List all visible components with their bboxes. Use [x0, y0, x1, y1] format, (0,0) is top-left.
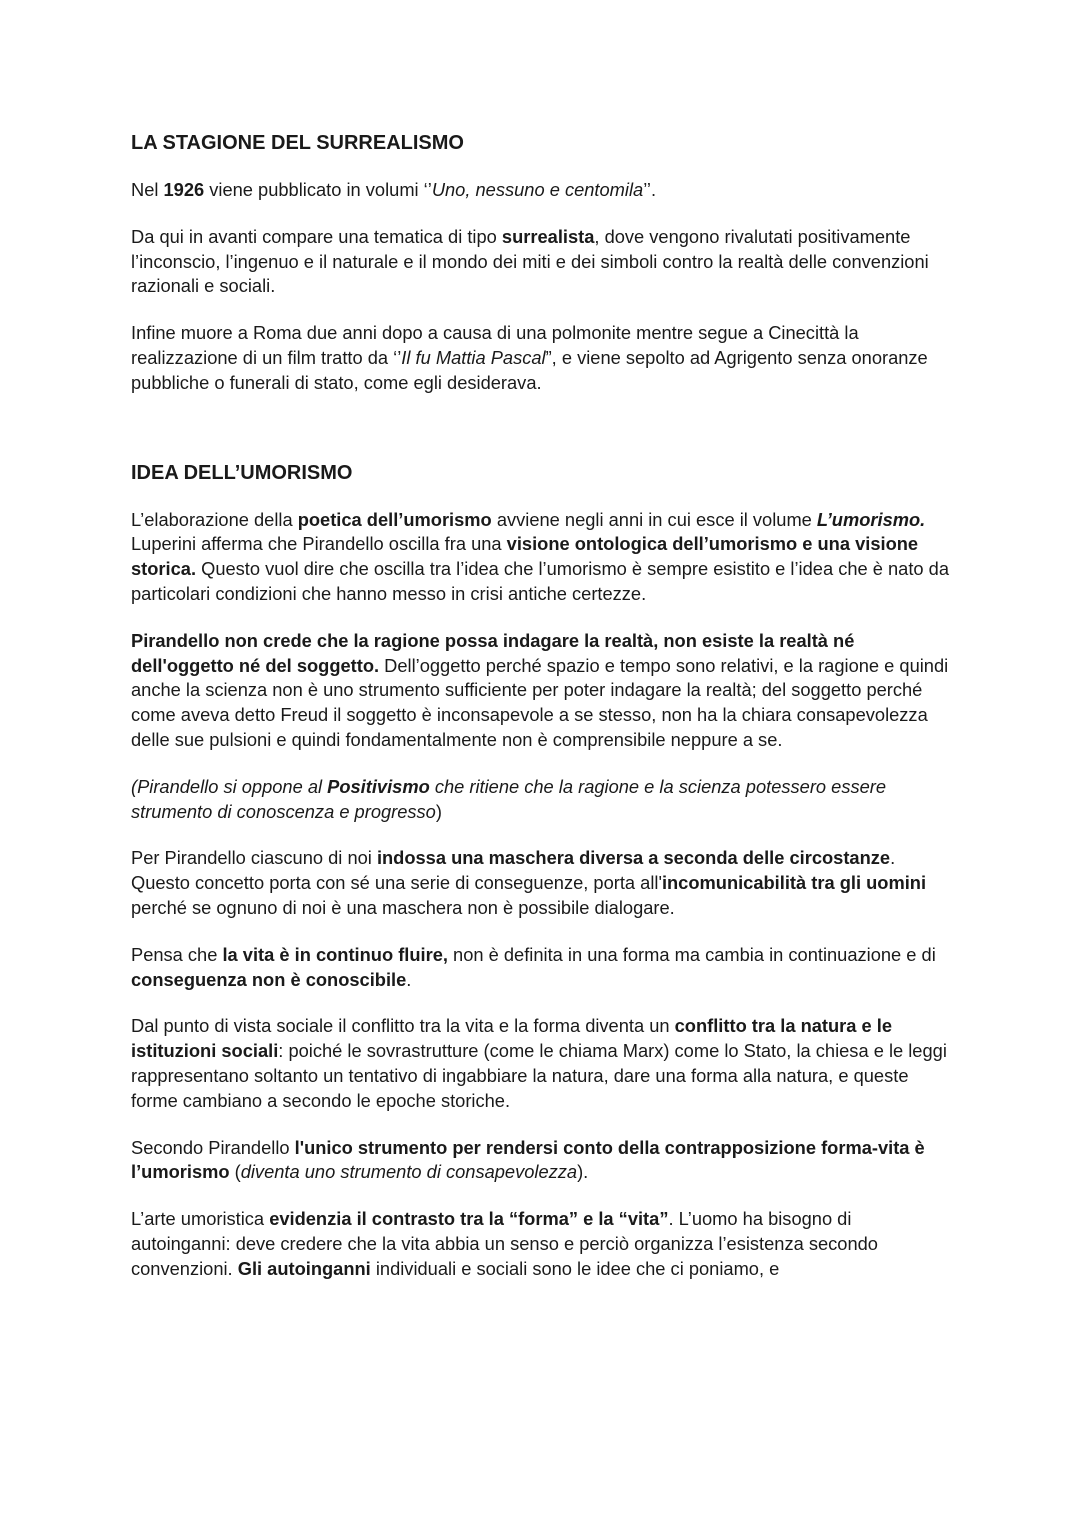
italic-work-title: Uno, nessuno e centomila	[431, 179, 644, 200]
paragraph-positivismo: (Pirandello si oppone al Positivismo che ritiene che la ragione e la scienza potessero essere strumento di conoscenza e progresso)	[131, 775, 887, 822]
document-page	[131, 130, 953, 1304]
paragraph-morte: Infine muore a Roma due anni dopo a causa di una polmonite mentre segue a Cinecittà la realizzazione di un film tratto da ‘’Il fu Mattia Pascal”, e viene sepolto ad Agrigento senza onoranze pubbliche o funerali di stato, come egli desiderava.	[131, 322, 928, 393]
paragraph-surrealista: Da qui in avanti compare una tematica di tipo surrealista, dove vengono rivalutati positivamente l’inconscio, l’ingenuo e il naturale e il mondo dei miti e dei simboli contro la realtà delle convenzioni razionali e sociali.	[131, 225, 929, 297]
paragraph-poetica: L’elaborazione della poetica dell’umorismo avviene negli anni in cui esce il volume L’umorismo. Luperini afferma che Pirandello oscilla fra una visione ontologica dell’umorismo e una visione storica. Questo vuol dire che oscilla tra l’idea che l’umorismo è sempre esistito e l’idea che è nato da particolari condizioni che hanno messo in crisi antiche certezze.	[131, 508, 949, 604]
section-title-umorismo: IDEA DELL’UMORISMO	[131, 461, 353, 484]
section-umorismo	[131, 460, 953, 1282]
paragraph-ragione: Pirandello non crede che la ragione possa indagare la realtà, non esiste la realtà né dell'oggetto né del soggetto. Dell’oggetto perché spazio e tempo sono relativi, e la ragione e quindi anche la scienza non è uno strumento sufficiente per poter indagare la realtà; del soggetto perché come aveva detto Freud il soggetto è inconsapevole a se stesso, non ha la chiara consapevolezza delle sue pulsioni e quindi fondamentalmente non è comprensibile neppure a se.	[131, 629, 949, 750]
paragraph-vita: Pensa che la vita è in continuo fluire, non è definita in una forma ma cambia in continuazione e di conseguenza non è conoscibile.	[131, 943, 936, 990]
bold-surrealista: surrealista	[501, 225, 595, 247]
paragraph-strumento: Secondo Pirandello l'unico strumento per rendersi conto della contrapposizione forma-vita è l’umorismo (diventa uno strumento di consapevolezza).	[131, 1136, 925, 1183]
bold-year: 1926	[163, 179, 205, 200]
section-title-surrealismo: LA STAGIONE DEL SURREALISMO	[131, 132, 464, 154]
italic-film-title: Il fu Mattia Pascal	[401, 346, 546, 368]
paragraph-conflitto: Dal punto di vista sociale il conflitto tra la vita e la forma diventa un conflitto tra la natura e le istituzioni sociali: poiché le sovrastrutture (come le chiama Marx) come lo Stato, la chiesa e le leggi rappresentano soltanto un tentativo di ingabbiare la natura, dare una forma alla natura, e queste forme cambiano a secondo le epoche storiche.	[131, 1015, 947, 1111]
section-surrealismo	[131, 130, 953, 396]
paragraph-1926: Nel 1926 viene pubblicato in volumi ‘’Uno, nessuno e centomila’’.	[131, 179, 657, 200]
paragraph-maschera: Per Pirandello ciascuno di noi indossa una maschera diversa a seconda delle circostanze. Questo concetto porta con sé una serie di conseguenze, porta all'incomunicabilità tra gli uomini perché se ognuno di noi è una maschera non è possibile dialogare.	[131, 847, 927, 918]
paragraph-arte-umoristica: L’arte umoristica evidenzia il contrasto tra la “forma” e la “vita”. L’uomo ha bisogno di autoinganni: deve credere che la vita abbia un senso e perciò organizza l’esistenza secondo convenzioni. Gli autoinganni individuali e sociali sono le idee che ci poniamo, e	[131, 1208, 878, 1279]
